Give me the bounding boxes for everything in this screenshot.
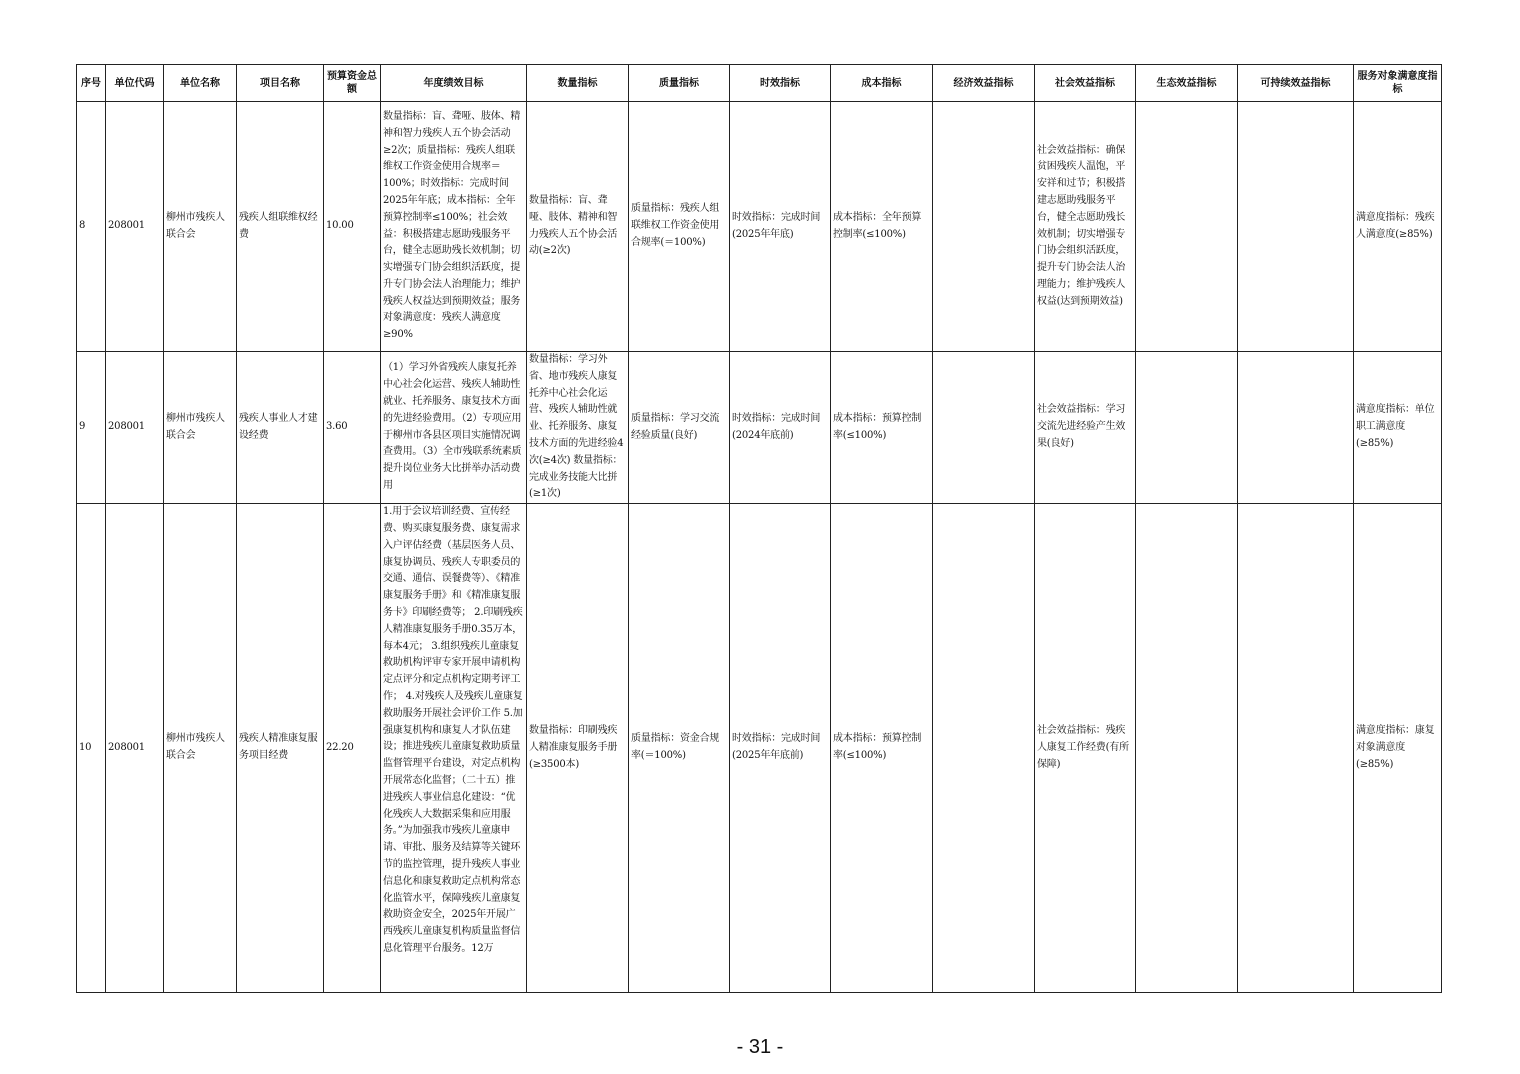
- cell-quality: 质量指标：学习交流经验质量(良好): [629, 352, 730, 504]
- cell-unit-code: 208001: [106, 102, 164, 352]
- cell-sustainable: [1238, 504, 1354, 993]
- header-economic: 经济效益指标: [933, 65, 1035, 102]
- cell-cost: 成本指标：预算控制率(≤100%): [831, 352, 933, 504]
- header-budget: 预算资金总额: [324, 65, 381, 102]
- cell-seq: 9: [77, 352, 106, 504]
- cell-timeliness: 时效指标：完成时间(2025年年底前): [730, 504, 831, 993]
- cell-seq: 10: [77, 504, 106, 993]
- cell-ecological: [1136, 504, 1238, 993]
- cell-project-name: 残疾人事业人才建设经费: [237, 352, 324, 504]
- page-number: - 31 -: [736, 1036, 784, 1058]
- cell-project-name: 残疾人组联维权经费: [237, 102, 324, 352]
- cell-social: 社会效益指标：学习交流先进经验产生效果(良好): [1035, 352, 1136, 504]
- table-row: [77, 102, 1442, 352]
- cell-cost: 成本指标：预算控制率(≤100%): [831, 504, 933, 993]
- cell-quantity: 数量指标：印刷残疾人精准康复服务手册(≥3500本): [527, 504, 629, 993]
- cell-cost: 成本指标：全年预算控制率(≤100%): [831, 102, 933, 352]
- performance-table: [76, 64, 1442, 993]
- header-project-name: 项目名称: [237, 65, 324, 102]
- annual-goal-text: 1.用于会议培训经费、宣传经费、购买康复服务费、康复需求入户评估经费（基层医务人员、康复协调员、残疾人专职委员的交通、通信、误餐费等）、《精准康复服务手册》和《精准康复服务卡》印刷经费等； 2.印刷残疾人精准康复服务手册0.35万本，每本4元； 3.组织残疾儿童康复救助机构评审专家开展申请机构定点评分和定点机构定期考评工作； 4.对残疾人及残疾儿童康复救助服务开展社会评价工作 5.加强康复机构和康复人才队伍建设；推进残疾儿童康复救助质量监督管理平台建设，对定点机构开展常态化监督；（二十五）推进残疾人事业信息化建设：“优化残疾人大数据采集和应用服务。”为加强我市残疾儿童康申请、审批、服务及结算等关键环节的监控管理，提升残疾人事业信息化和康复救助定点机构常态化监管水平，保障残疾儿童康复救助资金安全，2025年开展广西残疾儿童康复机构质量监督信息化管理平台服务。12万: [383, 506, 523, 954]
- header-unit-name: 单位名称: [164, 65, 237, 102]
- cell-satisfaction: 满意度指标：康复对象满意度(≥85%): [1354, 504, 1442, 993]
- header-timeliness: 时效指标: [730, 65, 831, 102]
- cell-annual-goal: [381, 504, 527, 993]
- cell-timeliness: 时效指标：完成时间(2024年底前): [730, 352, 831, 504]
- cell-satisfaction: 满意度指标：残疾人满意度(≥85%): [1354, 102, 1442, 352]
- cell-budget: 3.60: [324, 352, 381, 504]
- cell-quantity: 数量指标：学习外省、地市残疾人康复托养中心社会化运营、残疾人辅助性就业、托养服务、康复技术方面的先进经验4次(≥4次) 数量指标：完成业务技能大比拼(≥1次): [527, 352, 629, 504]
- cell-unit-name: 柳州市残疾人联合会: [164, 504, 237, 993]
- cell-social: 社会效益指标：确保贫困残疾人温饱，平安祥和过节；积极搭建志愿助残服务平台，健全志愿助残长效机制；切实增强专门协会组织活跃度，提升专门协会法人治理能力；维护残疾人权益(达到预期效益): [1035, 102, 1136, 352]
- header-sustainable: 可持续效益指标: [1238, 65, 1354, 102]
- cell-unit-name: 柳州市残疾人联合会: [164, 102, 237, 352]
- cell-economic: [933, 504, 1035, 993]
- cell-unit-name: 柳州市残疾人联合会: [164, 352, 237, 504]
- cell-satisfaction: 满意度指标：单位职工满意度(≥85%): [1354, 352, 1442, 504]
- header-cost: 成本指标: [831, 65, 933, 102]
- cell-budget: 22.20: [324, 504, 381, 993]
- cell-quantity: 数量指标：盲、聋哑、肢体、精神和智力残疾人五个协会活动(≥2次): [527, 102, 629, 352]
- cell-ecological: [1136, 102, 1238, 352]
- cell-social: 社会效益指标：残疾人康复工作经费(有所保障): [1035, 504, 1136, 993]
- cell-seq: 8: [77, 102, 106, 352]
- header-social: 社会效益指标: [1035, 65, 1136, 102]
- table-header-row: [77, 65, 1442, 102]
- table-row: [77, 352, 1442, 504]
- cell-quality: 质量指标：残疾人组联维权工作资金使用合规率(＝100%): [629, 102, 730, 352]
- cell-annual-goal: （1）学习外省残疾人康复托养中心社会化运营、残疾人辅助性就业、托养服务、康复技术方面的先进经验费用。（2）专项应用于柳州市各县区项目实施情况调查费用。（3）全市残联系统素质提升岗位业务大比拼举办活动费用: [381, 352, 527, 504]
- table-row: [77, 504, 1442, 993]
- header-unit-code: 单位代码: [106, 65, 164, 102]
- cell-economic: [933, 352, 1035, 504]
- cell-ecological: [1136, 352, 1238, 504]
- cell-project-name: 残疾人精准康复服务项目经费: [237, 504, 324, 993]
- header-satisfaction: 服务对象满意度指标: [1354, 65, 1442, 102]
- cell-economic: [933, 102, 1035, 352]
- cell-quality: 质量指标：资金合规率(＝100%): [629, 504, 730, 993]
- header-quality: 质量指标: [629, 65, 730, 102]
- cell-timeliness: 时效指标：完成时间(2025年年底): [730, 102, 831, 352]
- cell-sustainable: [1238, 102, 1354, 352]
- header-quantity: 数量指标: [527, 65, 629, 102]
- cell-annual-goal: 数量指标：盲、聋哑、肢体、精神和智力残疾人五个协会活动≥2次；质量指标：残疾人组联维权工作资金使用合规率＝100%；时效指标：完成时间2025年年底；成本指标：全年预算控制率≤100%；社会效益：积极搭建志愿助残服务平台，健全志愿助残长效机制；切实增强专门协会组织活跃度，提升专门协会法人治理能力；维护残疾人权益达到预期效益；服务对象满意度：残疾人满意度≥90%: [381, 102, 527, 352]
- header-ecological: 生态效益指标: [1136, 65, 1238, 102]
- cell-sustainable: [1238, 352, 1354, 504]
- cell-unit-code: 208001: [106, 352, 164, 504]
- header-seq: 序号: [77, 65, 106, 102]
- cell-unit-code: 208001: [106, 504, 164, 993]
- header-annual-goal: 年度绩效目标: [381, 65, 527, 102]
- cell-budget: 10.00: [324, 102, 381, 352]
